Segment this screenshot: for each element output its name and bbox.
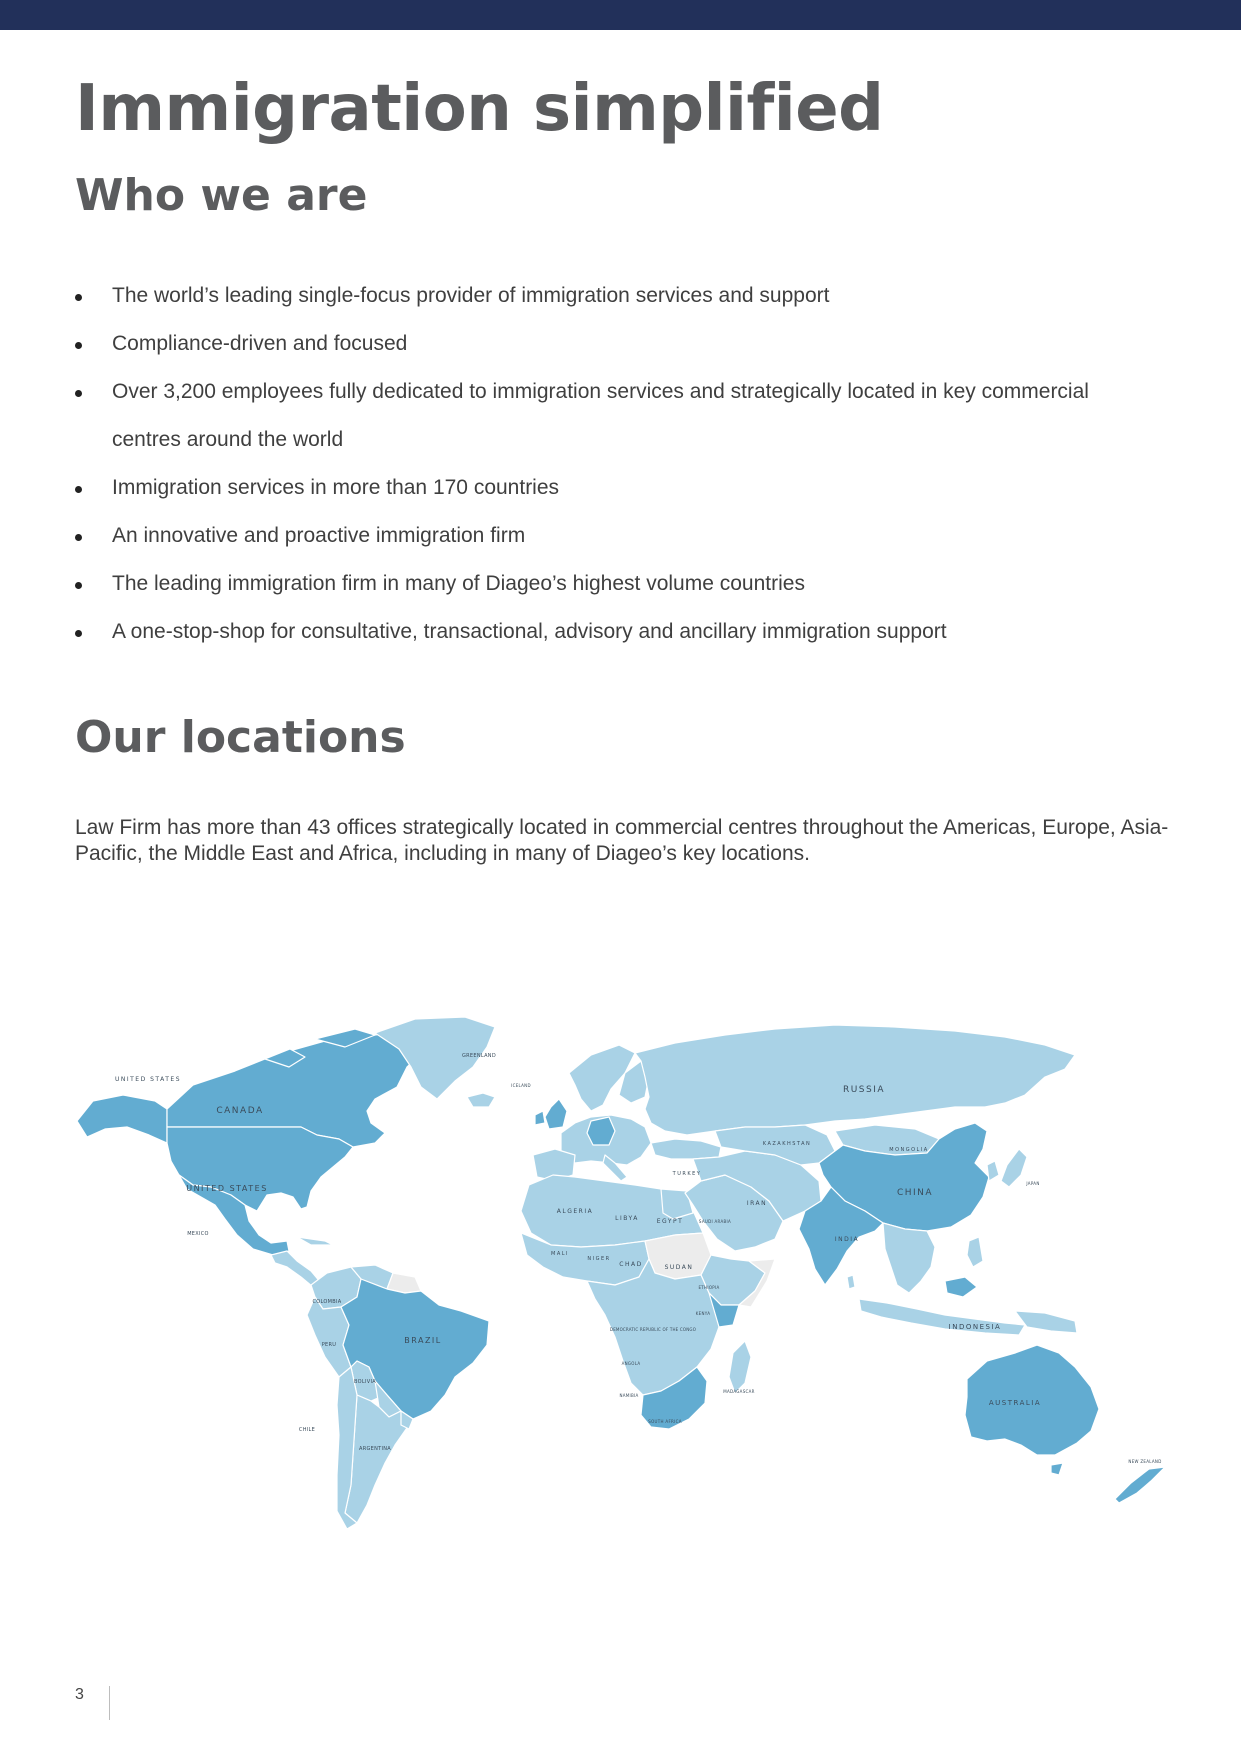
label-brazil: BRAZIL — [404, 1336, 442, 1345]
madagascar-shape — [729, 1341, 751, 1393]
list-item — [75, 608, 1155, 656]
new-zealand-shape — [1115, 1467, 1165, 1503]
section-heading-who-we-are: Who we are — [75, 170, 368, 221]
map-land — [77, 1017, 1165, 1529]
page-title: Immigration simplified — [75, 72, 884, 146]
label-australia: AUSTRALIA — [988, 1399, 1042, 1407]
label-angola: ANGOLA — [621, 1361, 641, 1366]
label-ethiopia: ETHIOPIA — [698, 1285, 720, 1290]
label-algeria: ALGERIA — [556, 1208, 594, 1215]
who-we-are-list — [75, 272, 1155, 656]
list-item-text: A one-stop-shop for consultative, transactional, advisory and ancillary immigration support — [112, 620, 947, 643]
central-america-shape — [271, 1251, 321, 1287]
label-peru: PERU — [321, 1342, 337, 1348]
list-item-text: Over 3,200 employees fully dedicated to immigration services and strategically located in key commercial centres around the world — [112, 380, 1089, 451]
label-russia: RUSSIA — [842, 1085, 886, 1095]
label-chile: CHILE — [298, 1427, 316, 1433]
list-item — [75, 512, 1155, 560]
label-egypt: EGYPT — [656, 1218, 684, 1225]
list-item — [75, 560, 1155, 608]
southeast-asia-shape — [883, 1223, 935, 1293]
locations-description: Law Firm has more than 43 offices strategically located in commercial centres throughout the Americas, Europe, Asia-Pacific, the Middle East and Africa, including in many of Diageo’s key locations. — [75, 816, 1169, 865]
label-japan: JAPAN — [1026, 1181, 1040, 1186]
label-india: INDIA — [834, 1236, 860, 1243]
label-libya: LIBYA — [615, 1215, 639, 1222]
iceland-shape — [467, 1093, 495, 1107]
label-china: CHINA — [896, 1188, 934, 1198]
list-item — [75, 320, 1155, 368]
label-canada: CANADA — [216, 1106, 264, 1116]
label-madagascar: MADAGASCAR — [723, 1389, 755, 1394]
label-bolivia: BOLIVIA — [354, 1379, 376, 1385]
philippines-shape — [967, 1237, 983, 1267]
world-map — [75, 1015, 1170, 1585]
uk-shape — [545, 1099, 567, 1129]
label-mali: MALI — [551, 1251, 569, 1257]
malaysia-shape — [945, 1277, 977, 1297]
label-turkey: TURKEY — [672, 1171, 702, 1177]
list-item-text: The leading immigration firm in many of Diageo’s highest volume countries — [112, 572, 805, 595]
header-bar — [0, 0, 1241, 30]
label-kenya: KENYA — [695, 1311, 711, 1316]
label-drc: DEMOCRATIC REPUBLIC OF THE CONGO — [609, 1327, 697, 1332]
bullet-icon — [75, 534, 82, 541]
bullet-icon — [75, 582, 82, 589]
label-us-alaska: UNITED STATES — [114, 1076, 182, 1083]
label-saudi-arabia: SAUDI ARABIA — [698, 1219, 732, 1224]
label-indonesia: INDONESIA — [948, 1323, 1002, 1331]
bullet-icon — [75, 294, 82, 301]
label-mongolia: MONGOLIA — [889, 1147, 929, 1153]
alaska-shape — [77, 1095, 167, 1143]
label-kazakhstan: KAZAKHSTAN — [762, 1141, 812, 1147]
ireland-shape — [535, 1111, 545, 1125]
page-number: 3 — [75, 1686, 84, 1703]
korea-shape — [987, 1161, 999, 1181]
label-new-zealand: NEW ZEALAND — [1128, 1459, 1162, 1464]
bullet-icon — [75, 630, 82, 637]
list-item — [75, 272, 1155, 320]
list-item — [75, 464, 1155, 512]
list-item — [75, 368, 1155, 464]
label-south-africa: SOUTH AFRICA — [648, 1419, 682, 1424]
label-colombia: COLOMBIA — [312, 1299, 342, 1305]
label-mexico: MEXICO — [187, 1231, 209, 1237]
turkey-shape — [651, 1139, 721, 1159]
label-namibia: NAMIBIA — [619, 1393, 639, 1398]
cuba-shape — [297, 1237, 333, 1245]
label-argentina: ARGENTINA — [358, 1446, 392, 1452]
label-chad: CHAD — [619, 1261, 643, 1268]
label-iran: IRAN — [746, 1200, 768, 1207]
list-item-text: Immigration services in more than 170 countries — [112, 476, 560, 499]
new-guinea-shape — [1015, 1311, 1077, 1333]
label-niger: NIGER — [587, 1256, 611, 1262]
bullet-icon — [75, 342, 82, 349]
list-item-text: Compliance-driven and focused — [112, 332, 408, 355]
sri-lanka-shape — [847, 1275, 855, 1289]
section-heading-our-locations: Our locations — [75, 712, 406, 763]
label-sudan: SUDAN — [664, 1264, 694, 1271]
germany-shape — [587, 1117, 615, 1145]
russia-shape — [635, 1025, 1075, 1135]
bullet-icon — [75, 390, 82, 397]
japan-shape — [1001, 1149, 1027, 1187]
tasmania-shape — [1051, 1463, 1063, 1475]
label-greenland: GREENLAND — [461, 1053, 497, 1059]
list-item-text: An innovative and proactive immigration firm — [112, 524, 526, 547]
label-usa: UNITED STATES — [186, 1184, 268, 1193]
list-item-text: The world’s leading single-focus provider of immigration services and support — [112, 284, 830, 307]
usa-shape — [167, 1127, 353, 1211]
footer-divider — [109, 1686, 110, 1720]
label-iceland: ICELAND — [511, 1083, 531, 1088]
bullet-icon — [75, 486, 82, 493]
